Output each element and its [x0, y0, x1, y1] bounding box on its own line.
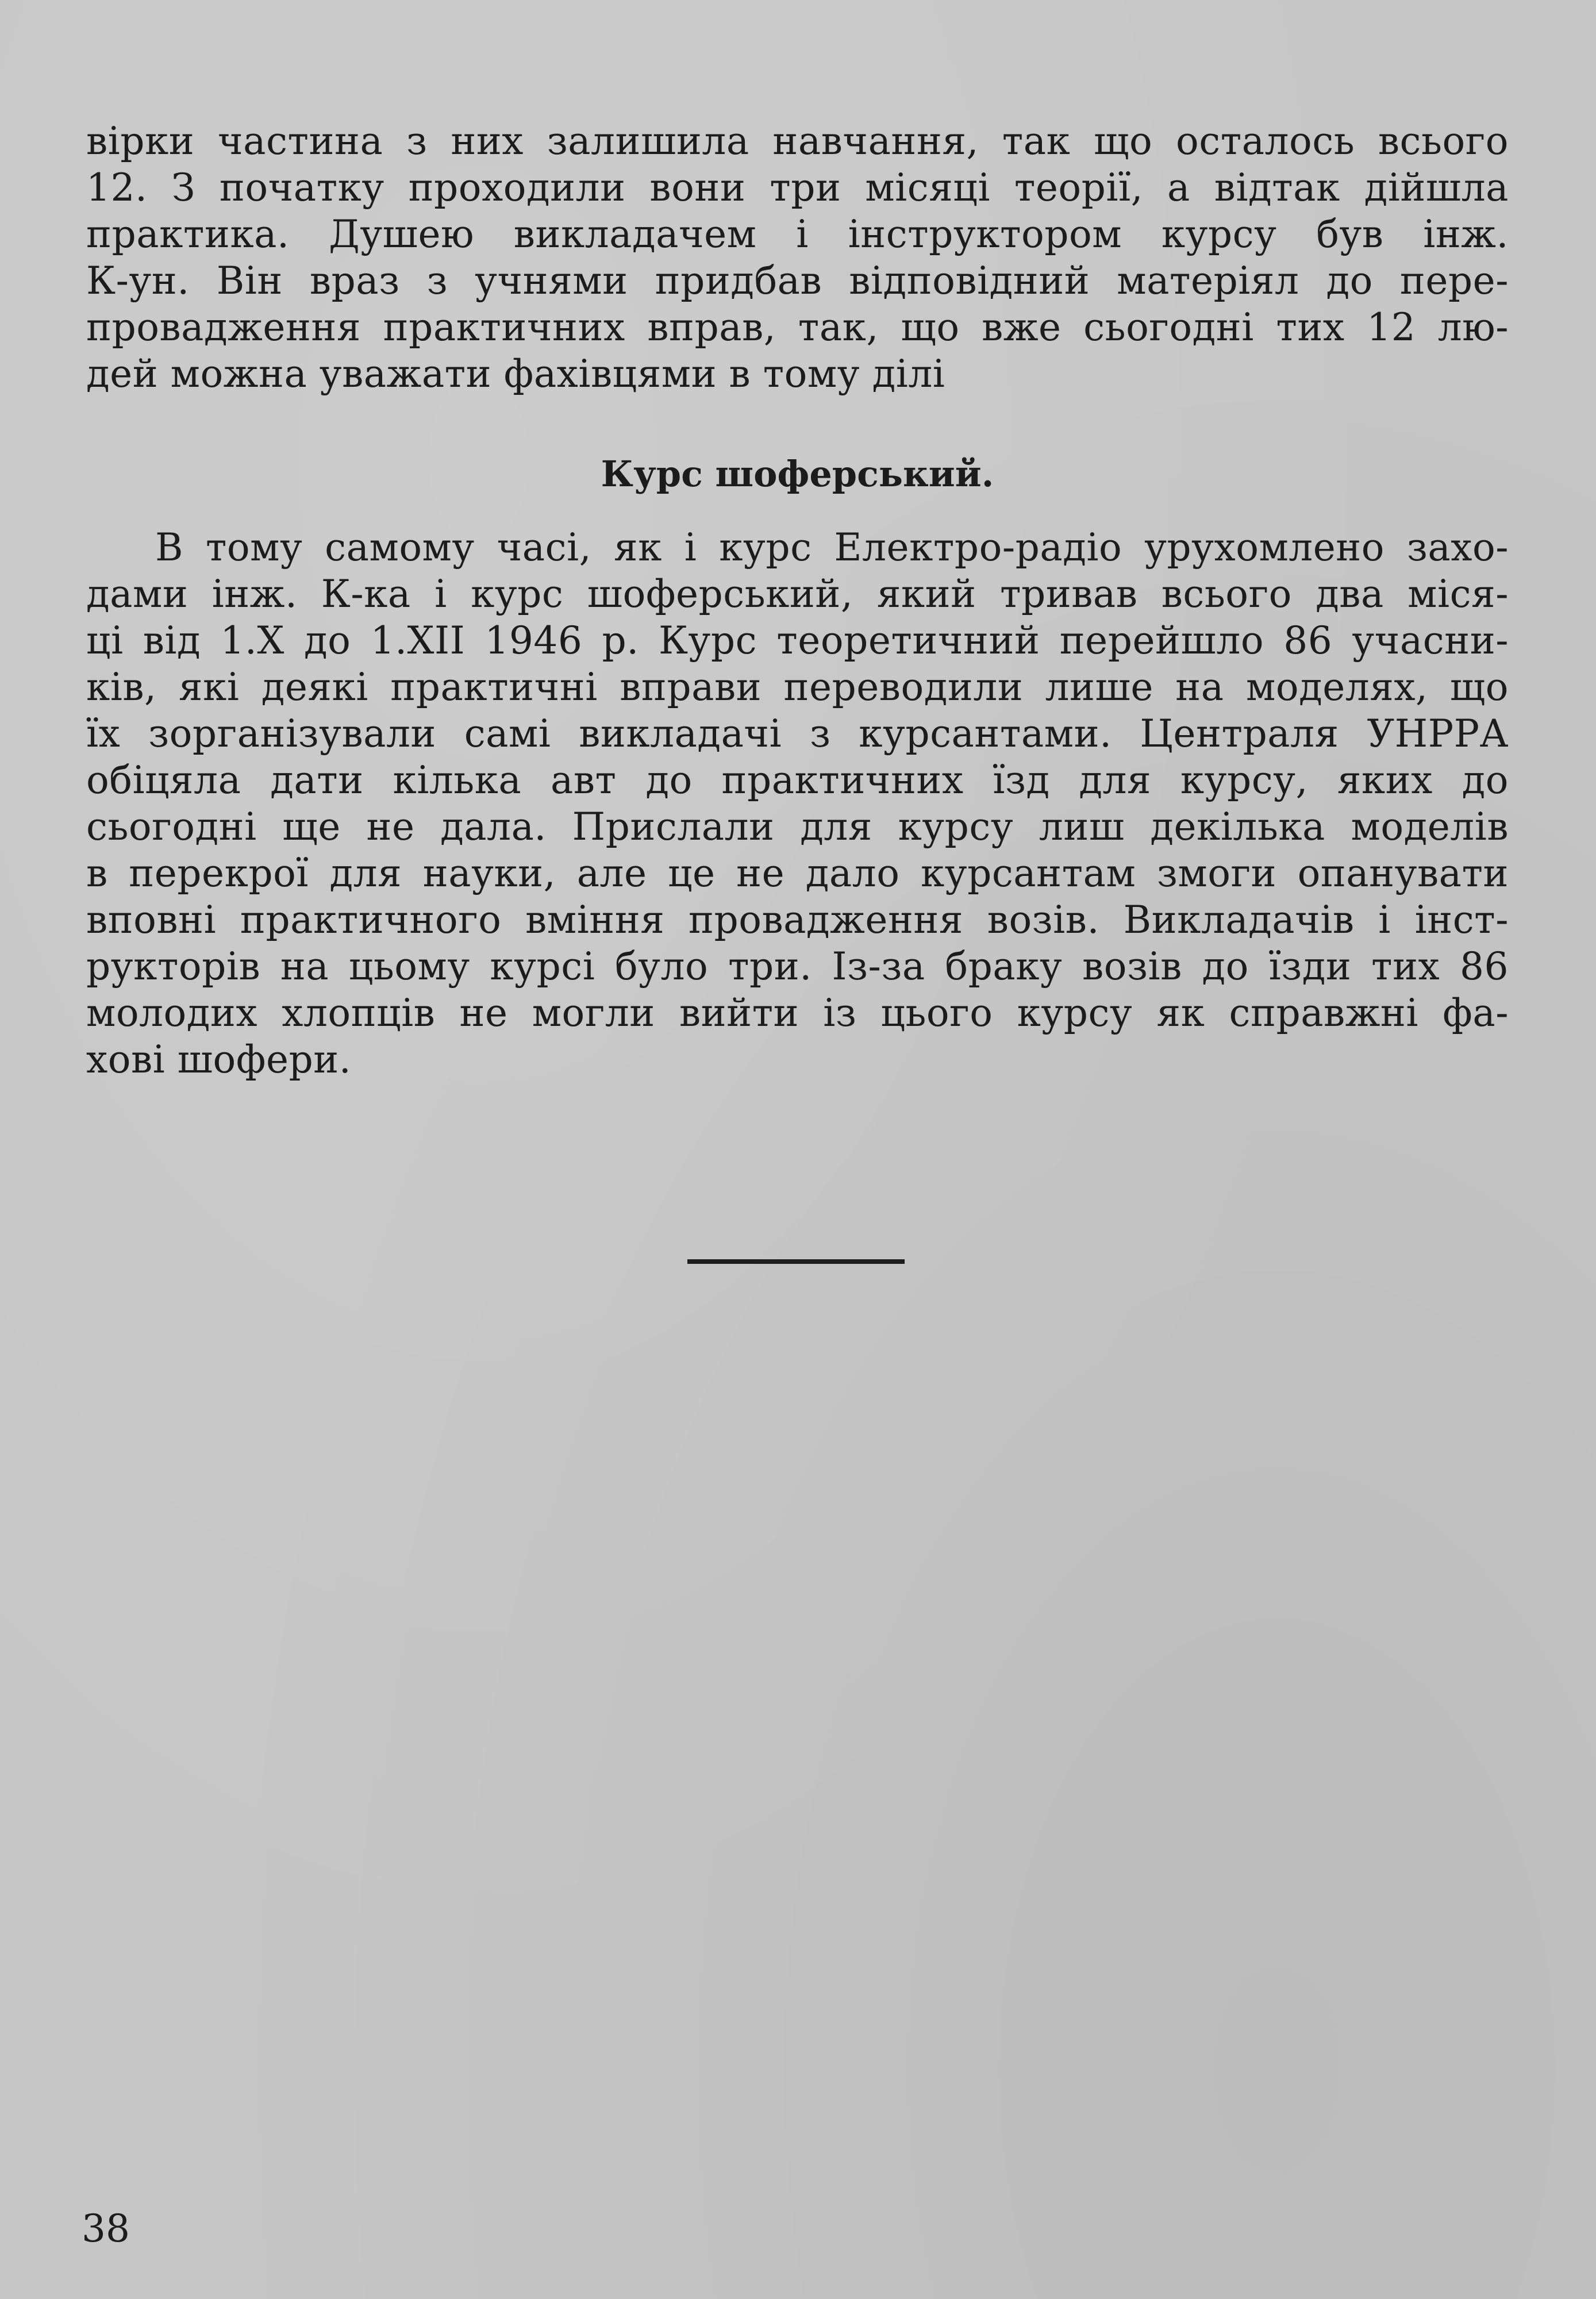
text-line: рукторів на цьому курсі було три. Із-за браку возів до їзди тих 86 — [86, 944, 1509, 989]
text-line: дей можна уважати фахівцями в тому ділі — [86, 352, 945, 396]
text-line: молодих хлопців не могли вийти із цього курсу як справжні фа- — [86, 991, 1509, 1035]
text-line: дами інж. К-ка і курс шоферський, який тривав всього два міся- — [86, 572, 1509, 616]
text-line: К-ун. Він враз з учнями придбав відповідний матеріял до пере- — [86, 259, 1509, 303]
text-line: в перекрої для науки, але це не дало курсантам змоги опанувати — [86, 851, 1509, 895]
text-line: вірки частина з них залишила навчання, так що осталось всього — [86, 119, 1509, 163]
text-line: ків, які деякі практичні вправи переводили лише на моделях, що — [86, 665, 1509, 709]
section-separator-rule — [687, 1259, 905, 1264]
section-heading: Курс шоферський. — [601, 453, 994, 495]
page-number: 38 — [82, 2206, 130, 2251]
text-line: хові шофери. — [86, 1037, 352, 1082]
text-line: ці від 1.X до 1.XII 1946 р. Курс теоретичний перейшло 86 учасни- — [86, 618, 1509, 663]
text-line: 12. З початку проходили вони три місяці теорії, а відтак дійшла — [86, 166, 1509, 210]
text-line: обіцяла дати кілька авт до практичних їзд для курсу, яких до — [86, 758, 1509, 802]
text-line: практика. Душею викладачем і інструктором курсу був інж. — [86, 212, 1509, 256]
paragraph-driver-course — [86, 524, 1509, 1083]
text-line: сьогодні ще не дала. Прислали для курсу лиш декілька моделів — [86, 805, 1509, 849]
text-line: В тому самому часі, як і курс Електро-радіо урухомлено захо- — [155, 525, 1509, 570]
paragraph-continuation — [86, 118, 1509, 397]
text-line: вповні практичного вміння провадження возів. Викладачів і інст- — [86, 898, 1509, 942]
text-line: провадження практичних вправ, так, що вже сьогодні тих 12 лю- — [86, 305, 1509, 349]
text-line: їх зорганізували самі викладачі з курсантами. Централя УНРРА — [86, 712, 1509, 756]
